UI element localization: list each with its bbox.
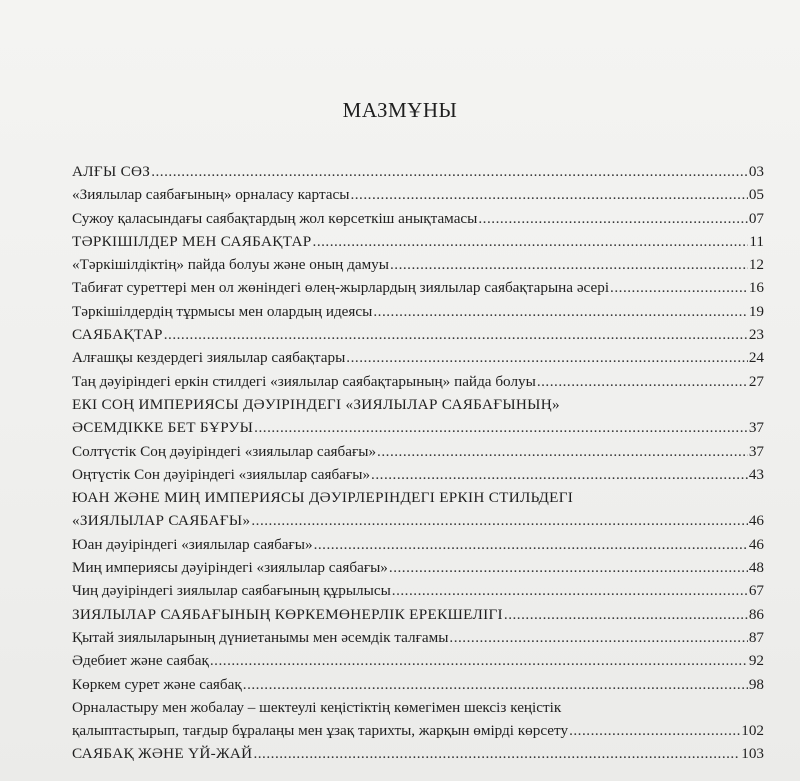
toc-entry-title: САЯБАҚТАР xyxy=(72,326,163,344)
toc-page-number: 11 xyxy=(749,232,764,250)
toc-page-number: 86 xyxy=(748,605,764,623)
toc-page-number: 12 xyxy=(748,256,764,274)
toc-page-number: 87 xyxy=(748,628,764,646)
toc-dot-leader xyxy=(164,323,748,346)
toc-dot-leader xyxy=(243,673,748,696)
toc-dot-leader xyxy=(253,742,740,765)
toc-entry-title: ЮАН ЖӘНЕ МИҢ ИМПЕРИЯСЫ ДӘУІРЛЕРІНДЕГІ ЕРКІН СТИЛЬДЕГІ xyxy=(72,489,574,507)
table-of-contents xyxy=(72,160,764,766)
toc-page-number: 92 xyxy=(748,652,764,670)
toc-entry-title: Табиғат суреттері мен ол жөніндегі өлең-жырлардың зиялылар саябақтарына әсері xyxy=(72,279,610,297)
toc-page-number: 67 xyxy=(748,582,764,600)
toc-page-number: 27 xyxy=(748,372,764,390)
toc-section-entry xyxy=(72,486,764,509)
toc-entry-title: Алғашқы кездердегі зиялылар саябақтары xyxy=(72,349,346,367)
toc-dot-leader xyxy=(251,509,747,532)
toc-entry-title: Оңтүстік Сон дәуіріндегі «зиялылар саябағы» xyxy=(72,465,371,483)
toc-entry xyxy=(72,579,764,602)
toc-page-number: 23 xyxy=(748,326,764,344)
toc-page-number: 46 xyxy=(748,535,764,553)
toc-entry-title: Тәркішілдердің тұрмысы мен олардың идеясы xyxy=(72,302,373,320)
toc-entry xyxy=(72,346,764,369)
toc-entry xyxy=(72,183,764,206)
toc-entry-title: Сужоу қаласындағы саябақтардың жол көрсеткіш анықтамасы xyxy=(72,209,478,227)
toc-entry-title: АЛҒЫ СӨЗ xyxy=(72,163,151,180)
toc-entry-title: «Тәркішілдіктің» пайда болуы және оның дамуы xyxy=(72,256,389,274)
toc-entry-title: Солтүстік Соң дәуіріндегі «зиялылар саябағы» xyxy=(72,442,377,460)
toc-entry xyxy=(72,207,764,230)
toc-section-entry xyxy=(72,160,764,183)
toc-entry-title: қалыптастырып, тағдыр бұралаңы мен ұзақ тарихты, жарқын өмірді көрсету xyxy=(72,722,569,740)
toc-entry xyxy=(72,696,764,719)
toc-page-number: 24 xyxy=(748,349,764,367)
toc-dot-leader xyxy=(478,207,747,230)
toc-dot-leader xyxy=(314,533,748,556)
toc-page-number: 07 xyxy=(748,209,764,227)
toc-entry-title: ТӘРКІШІЛДЕР МЕН САЯБАҚТАР xyxy=(72,232,312,250)
toc-entry xyxy=(72,649,764,672)
toc-dot-leader xyxy=(610,276,748,299)
toc-section-entry xyxy=(72,393,764,416)
page-title: МАЗМҰНЫ xyxy=(342,98,458,122)
toc-entry xyxy=(72,719,764,742)
toc-entry-title: ӘСЕМДІККЕ БЕТ БҰРУЫ xyxy=(72,419,254,437)
toc-entry-title: Юан дәуіріндегі «зиялылар саябағы» xyxy=(72,535,313,553)
toc-entry-title: Миң империясы дәуіріндегі «зиялылар саябағы» xyxy=(72,559,388,577)
toc-page-number: 37 xyxy=(748,419,764,437)
toc-entry xyxy=(72,463,764,486)
toc-entry-title: Таң дәуіріндегі еркін стилдегі «зиялылар саябақтарының» пайда болуы xyxy=(72,372,536,390)
toc-entry-title: Қытай зиялыларының дүниетанымы мен әсемдік талғамы xyxy=(72,628,449,646)
toc-page-number: 102 xyxy=(741,722,764,740)
toc-page-number: 05 xyxy=(748,186,764,204)
toc-entry xyxy=(72,440,764,463)
toc-section-entry xyxy=(72,509,764,532)
toc-entry-title: ЕКІ СОҢ ИМПЕРИЯСЫ ДӘУІРІНДЕГІ «ЗИЯЛЫЛАР САЯБАҒЫНЫҢ» xyxy=(72,395,560,413)
toc-section-entry xyxy=(72,323,764,346)
toc-entry-title: «ЗИЯЛЫЛАР САЯБАҒЫ» xyxy=(72,512,251,530)
toc-dot-leader xyxy=(377,440,748,463)
toc-page-number: 98 xyxy=(748,675,764,693)
toc-page-number: 19 xyxy=(748,302,764,320)
toc-section-entry xyxy=(72,603,764,626)
toc-page-number: 16 xyxy=(748,279,764,297)
toc-entry-title: Орналастыру мен жобалау – шектеулі кеңістіктің көмегімен шексіз кеңістік xyxy=(72,698,562,716)
toc-section-entry xyxy=(72,230,764,253)
toc-page-number: 103 xyxy=(741,745,764,763)
toc-dot-leader xyxy=(504,603,748,626)
toc-entry xyxy=(72,533,764,556)
toc-dot-leader xyxy=(346,346,748,369)
toc-dot-leader xyxy=(371,463,748,486)
toc-entry xyxy=(72,300,764,323)
toc-entry xyxy=(72,626,764,649)
toc-dot-leader xyxy=(537,370,748,393)
toc-page-number: 46 xyxy=(748,512,764,530)
toc-dot-leader xyxy=(210,649,748,672)
toc-dot-leader xyxy=(350,183,747,206)
toc-dot-leader xyxy=(313,230,749,253)
toc-dot-leader xyxy=(392,579,748,602)
toc-entry-title: Көркем сурет және саябақ xyxy=(72,675,242,693)
toc-dot-leader xyxy=(390,253,748,276)
toc-entry xyxy=(72,673,764,696)
toc-entry xyxy=(72,253,764,276)
toc-dot-leader xyxy=(151,160,748,183)
toc-dot-leader xyxy=(389,556,748,579)
toc-entry-title: «Зиялылар саябағының» орналасу картасы xyxy=(72,186,350,204)
toc-dot-leader xyxy=(254,416,748,439)
toc-page-number: 37 xyxy=(748,442,764,460)
toc-entry-title: Чиң дәуіріндегі зиялылар саябағының құрылысы xyxy=(72,582,391,600)
toc-entry-title: Әдебиет және саябақ xyxy=(72,652,209,670)
toc-page-number: 48 xyxy=(748,559,764,577)
toc-section-entry xyxy=(72,416,764,439)
toc-dot-leader xyxy=(569,719,740,742)
toc-dot-leader xyxy=(373,300,747,323)
toc-entry xyxy=(72,556,764,579)
toc-entry xyxy=(72,276,764,299)
toc-entry-title: САЯБАҚ ЖӘНЕ ҮЙ-ЖАЙ xyxy=(72,745,253,763)
toc-entry xyxy=(72,370,764,393)
toc-dot-leader xyxy=(449,626,747,649)
toc-section-entry xyxy=(72,742,764,765)
toc-page-number: 43 xyxy=(748,465,764,483)
toc-entry-title: ЗИЯЛЫЛАР САЯБАҒЫНЫҢ КӨРКЕМӨНЕРЛІК ЕРЕКШЕЛІГІ xyxy=(72,605,503,623)
toc-page-number: 03 xyxy=(748,163,764,180)
